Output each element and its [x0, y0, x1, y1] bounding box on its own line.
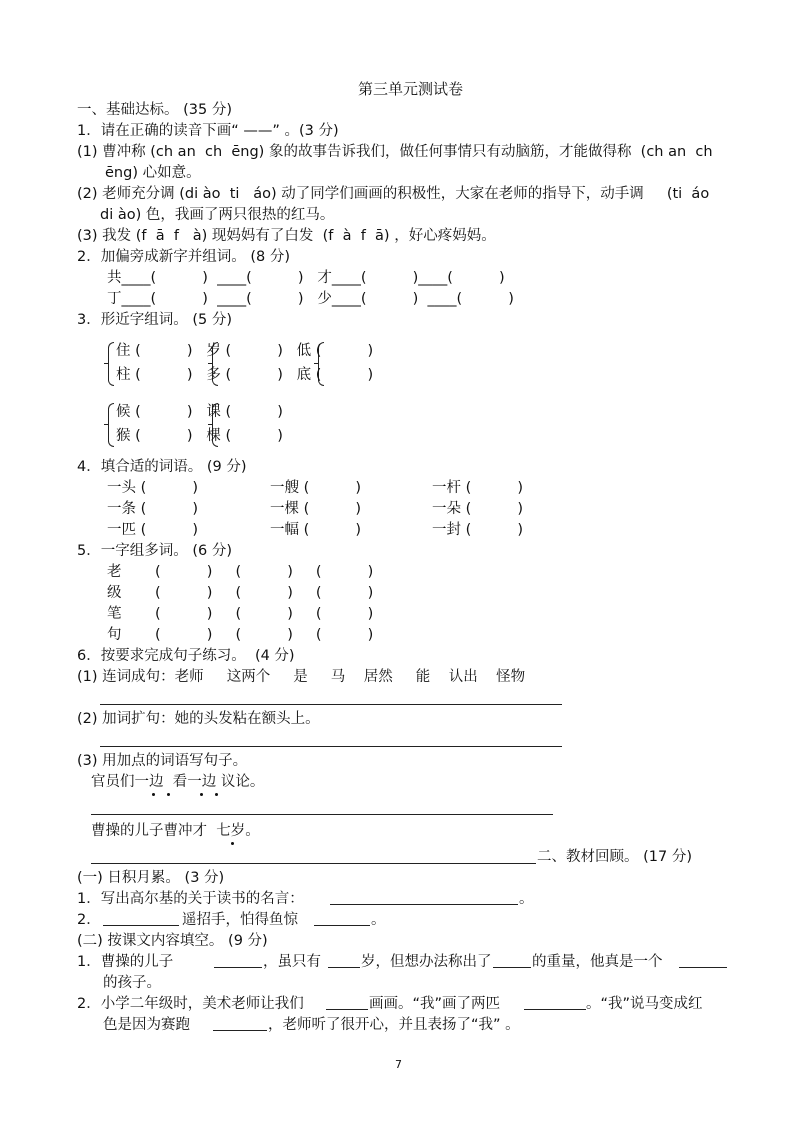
section2-heading: 二、教材回顾。 (17 分): [537, 849, 692, 865]
section1-heading: 一、基础达标。 (35 分): [77, 102, 232, 118]
q4-col1-item: 一条 ( ): [107, 501, 199, 517]
q1-prompt: 1．请在正确的读音下画“ ——” 。(3 分): [77, 123, 339, 139]
fill-blank: [214, 967, 262, 968]
sub1-q2-mid: 遥招手，怕得鱼惊: [182, 912, 298, 928]
sub1-q1: 1．写出高尔基的关于读书的名言：: [77, 891, 304, 907]
q1-item1-line2: ēng) 心如意。: [105, 165, 201, 181]
q3-row2-bottom: 猴 ( ) 棵 ( ): [116, 428, 283, 444]
brace-group-4: [108, 403, 114, 447]
sub2-q1-c: 岁，但想办法称出了: [361, 954, 492, 970]
fill-blank: [326, 1009, 368, 1010]
q6-prompt: 6．按要求完成句子练习。 (4 分): [77, 648, 295, 664]
q4-col2-item: 一棵 ( ): [270, 501, 362, 517]
q3-row1-top: 住 ( ) 岁 ( ) 低 ( ): [116, 343, 374, 359]
q5-blanks: ( ) ( ) ( ): [155, 627, 374, 643]
sub2-q2-line2a: 色是因为赛跑: [103, 1017, 190, 1033]
q3-prompt: 3．形近字组词。 (5 分): [77, 312, 232, 328]
sub2-q1-a: 1．曹操的儿子: [77, 954, 174, 970]
sub2-q1-line2: 的孩子。: [103, 975, 161, 991]
brace-group-1: [108, 342, 114, 386]
sub1-q1-end: 。: [519, 891, 534, 907]
q5-prompt: 5．一字组多词。 (6 分): [77, 543, 232, 559]
q5-char: 笔: [107, 606, 122, 622]
sub2-heading: (二) 按课文内容填空。 (9 分): [77, 933, 268, 949]
sub2-q2-b: 画画。“我”画了两匹: [369, 996, 501, 1012]
q6-sentence1: 官员们一边 看一边 议论。: [91, 774, 265, 790]
q5-blanks: ( ) ( ) ( ): [155, 564, 374, 580]
fill-blank: [524, 1009, 586, 1010]
fill-blank: [314, 925, 370, 926]
q3-row1-bottom: 柱 ( ) 多 ( ) 底 ( ): [116, 367, 374, 383]
q5-blanks: ( ) ( ) ( ): [155, 606, 374, 622]
emphasis-dot: [231, 842, 234, 845]
sub1-q2-num: 2．: [77, 912, 101, 928]
q1-item1-line1: (1) 曹冲称 (ch an ch ēng) 象的故事告诉我们，做任何事情只有动脑筋，才能做得称 (ch an ch: [77, 144, 713, 160]
emphasis-dot: [215, 793, 218, 796]
q4-col3-item: 一封 ( ): [432, 522, 524, 538]
sub2-q2-c: 。“我”说马变成红: [586, 996, 703, 1012]
q4-col3-item: 一朵 ( ): [432, 501, 524, 517]
q4-col1-item: 一匹 ( ): [107, 522, 199, 538]
q1-item2-line1: (2) 老师充分调 (di ào ti áo) 动了同学们画画的积极性，大家在老师的指导下，动手调 (ti áo: [77, 186, 710, 202]
q4-col2-item: 一幅 ( ): [270, 522, 362, 538]
fill-blank: [330, 904, 518, 905]
emphasis-dot: [200, 793, 203, 796]
page-title: 第三单元测试卷: [358, 80, 464, 98]
emphasis-dot: [152, 793, 155, 796]
q4-col1-item: 一头 ( ): [107, 480, 199, 496]
sub2-q2-line2b: ，老师听了很开心，并且表扬了“我” 。: [268, 1017, 520, 1033]
q3-row2-top: 候 ( ) 课 ( ): [116, 404, 283, 420]
fill-blank: [328, 967, 360, 968]
q5-char: 老: [107, 564, 122, 580]
fill-blank: [493, 967, 531, 968]
fill-blank: [679, 967, 727, 968]
fill-blank: [213, 1030, 267, 1031]
sub2-q2-a: 2．小学二年级时，美术老师让我们: [77, 996, 304, 1012]
sub2-q1-d: 的重量，他真是一个: [532, 954, 663, 970]
sub1-q2-end: 。: [371, 912, 386, 928]
q4-col2-item: 一艘 ( ): [270, 480, 362, 496]
answer-line: [100, 746, 562, 747]
q2-prompt: 2．加偏旁成新字并组词。 (8 分): [77, 249, 290, 265]
q2-row2: 丁____( ) ____( ) 少____( ) ____( ): [107, 291, 514, 307]
q6-item1: (1) 连词成句：老师 这两个 是 马 居然 能 认出 怪物: [77, 669, 526, 685]
q5-blanks: ( ) ( ) ( ): [155, 585, 374, 601]
q4-col3-item: 一杆 ( ): [432, 480, 524, 496]
answer-line: [91, 863, 536, 864]
answer-line: [100, 704, 562, 705]
q4-prompt: 4．填合适的词语。 (9 分): [77, 459, 247, 475]
emphasis-dot: [167, 793, 170, 796]
q5-char: 级: [107, 585, 122, 601]
answer-line: [91, 814, 553, 815]
sub1-heading: (一) 日积月累。 (3 分): [77, 870, 225, 886]
q2-row1: 共____( ) ____( ) 才____( )____( ): [107, 270, 505, 286]
fill-blank: [103, 925, 179, 926]
q6-item3: (3) 用加点的词语写句子。: [77, 753, 248, 769]
q6-sentence2: 曹操的儿子曹冲才 七岁。: [91, 823, 260, 839]
page-number: 7: [395, 1058, 402, 1071]
q5-char: 句: [107, 627, 122, 643]
q1-item3: (3) 我发 (f ā f à) 现妈妈有了白发 (f à f ā) ，好心疼妈妈。: [77, 228, 496, 244]
q1-item2-line2: di ào) 色，我画了两只很热的红马。: [100, 207, 335, 223]
sub2-q1-b: ，虽只有: [263, 954, 321, 970]
q6-item2: (2) 加词扩句：她的头发粘在额头上。: [77, 711, 320, 727]
